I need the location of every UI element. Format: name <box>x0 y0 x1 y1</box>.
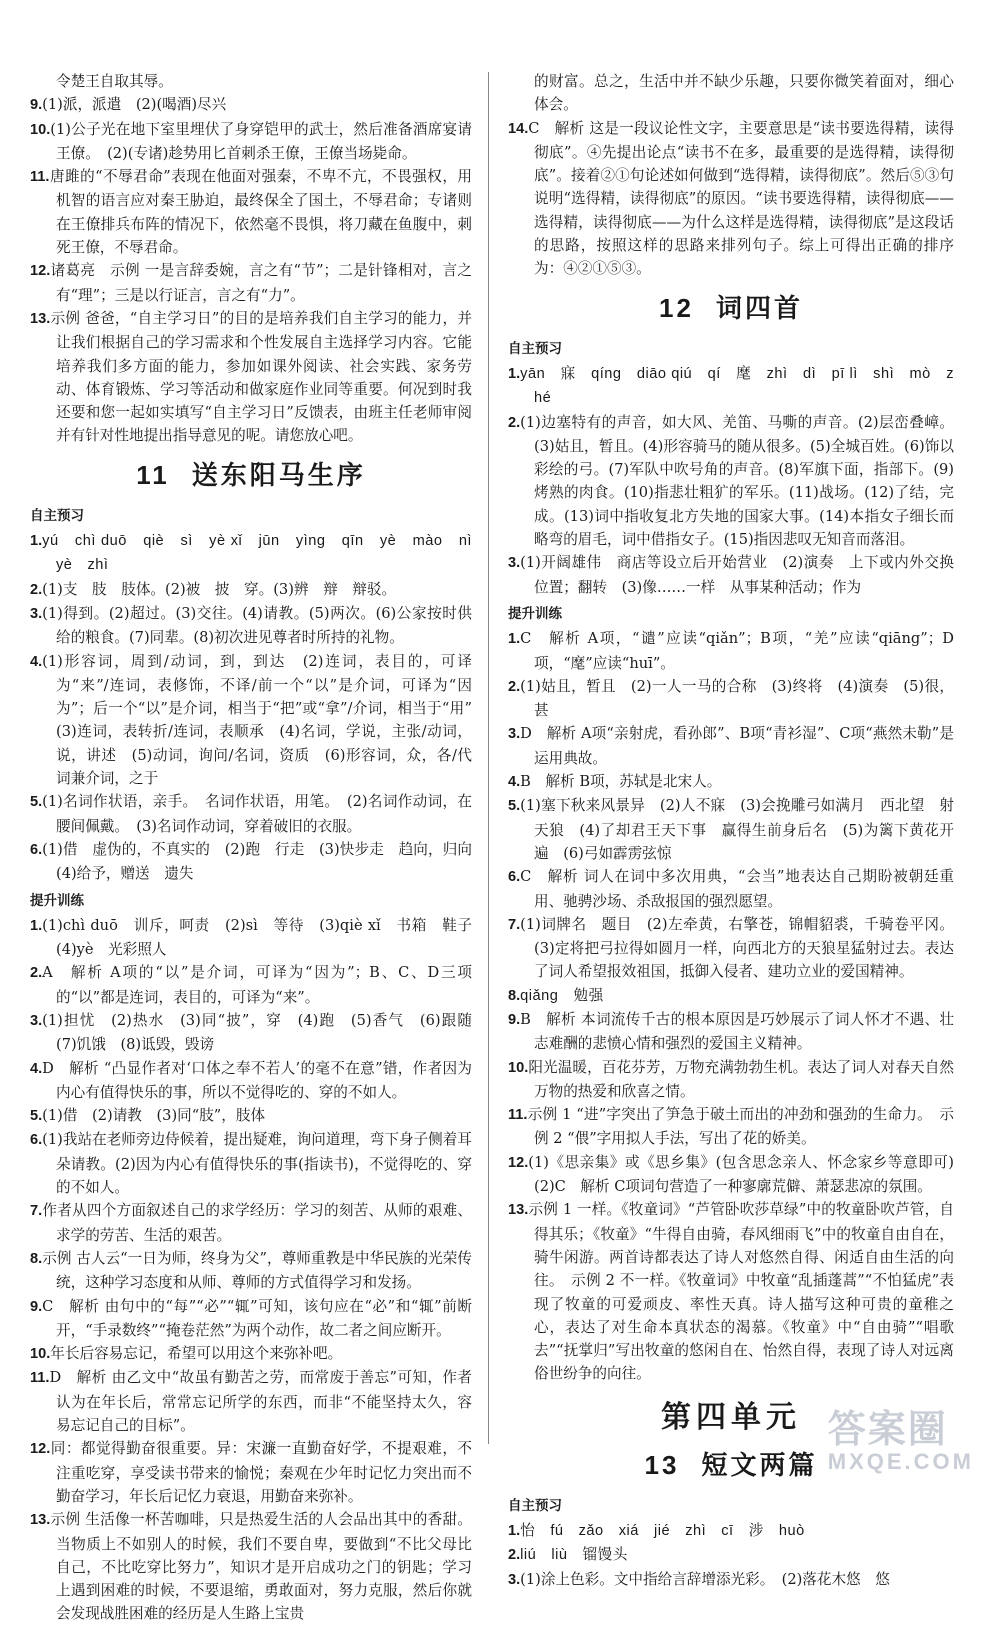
answer-text: C 解析 这是一段议论性文字，主要意思是“读书要选得精，读得彻底”。④先提出论点“读书不在多，最重要的是选得精，读得彻底”。接着②①句论述如何做到“选得精，读得彻底”。然后⑤③句说明“选得精，读得彻底”的原因。“读书要选得精，读得彻底——选得精，读得彻底——为什么这样是选得精，读得彻底”是这段话的思路，按照这样的思路来排列句子。综上可得出正确的排序为：④②①⑤③。 <box>528 119 954 278</box>
answer-text: qiǎng 勉强 <box>520 987 604 1004</box>
answer-number: 10. <box>508 1059 529 1076</box>
answer-text: 怡 fú zǎo xiá jié zhì cī 涉 huò <box>520 1523 805 1540</box>
answer-item <box>508 1056 954 1104</box>
answer-item <box>508 722 954 770</box>
answer-item <box>30 1128 472 1199</box>
answer-text: D 解析 由乙文中“故虽有勤苦之劳，而常废于善忘”可知，作者认为在年长后，常常忘记所学的东西，而非“不能坚持太久，容易忘记自己的目标”。 <box>49 1369 472 1435</box>
answer-text: (1)得到。(2)超过。(3)交往。(4)请教。(5)两次。(6)公家按时供给的粮食。(7)同辈。(8)初次进见尊者时所持的礼物。 <box>42 604 472 647</box>
answer-item <box>30 1508 472 1625</box>
answer-item <box>508 117 954 281</box>
answer-text: 诸葛亮 示例 一是言辞委婉，言之有“节”；二是针锋相对，言之有“理”；三是以行证言，言之有“力”。 <box>50 262 472 304</box>
answer-item <box>30 529 488 578</box>
answer-item <box>508 1543 954 1567</box>
lesson-name: 送东阳马生序 <box>191 460 366 491</box>
answer-text: yú chì duō qiè sì yè xǐ jūn yìng qīn yè mào nì yè zhì <box>42 533 488 574</box>
answer-number: 11. <box>508 1107 528 1124</box>
answer-item <box>508 770 954 794</box>
answer-item <box>508 913 954 984</box>
answer-item <box>30 961 472 1009</box>
answer-item <box>508 411 954 552</box>
answer-number: 2. <box>508 678 521 695</box>
answer-number: 2. <box>30 965 43 982</box>
answer-number: 4. <box>508 774 521 791</box>
answer-item <box>508 1103 954 1151</box>
answer-text: (1)担忧 (2)热水 (3)同“披”，穿 (4)跑 (5)香气 (6)跟随 (7)饥饿 (8)诋毁，毁谤 <box>42 1011 487 1054</box>
answer-number: 1. <box>30 917 43 934</box>
answer-text: 令楚王自取其辱。 <box>56 73 173 90</box>
lesson-number: 13 <box>644 1449 680 1480</box>
answer-number: 1. <box>30 533 43 550</box>
section-heading: 自主预习 <box>508 1497 562 1514</box>
answer-text: 示例 1 一样。《牧童词》“芦管卧吹莎草绿”中的牧童卧吹芦管，自得其乐；《牧童》“牛得自由骑，春风细雨飞”中的牧童自由自在，骑牛闲游。两首诗都表达了诗人对悠然自得、闲适自由生活的向往。 示例 2 不一样。《牧童词》中牧童“乱插蓬蒿”“不怕猛虎”表现了牧童的可爱顽皮、率性天真。诗人描写这种可贵的童稚之心，表达了对生命本真状态的渴慕。《牧童》中“自由骑”“唱歌去”“抚掌归”写出牧童的悠闲自在、怡然自得，表现了诗人对远离俗世纷争的向往。 <box>528 1201 954 1383</box>
answer-number: 11. <box>30 1370 50 1387</box>
answer-item <box>30 1199 472 1247</box>
answer-item <box>508 794 954 865</box>
answer-number: 2. <box>508 1547 521 1564</box>
answer-number: 8. <box>30 1250 43 1267</box>
answer-number: 1. <box>508 365 521 382</box>
answer-number: 7. <box>508 916 521 933</box>
answer-item <box>508 627 954 675</box>
answer-text: (1)我站在老师旁边侍候着，提出疑难，询问道理，弯下身子侧着耳朵请教。(2)因为内心有值得快乐的事(指读书)，不觉得吃的、穿的不如人。 <box>42 1131 472 1197</box>
answer-text: (1)chì duō 训斥，呵责 (2)sì 等待 (3)qiè xǐ 书箱 鞋子 (4)yè 光彩照人 <box>42 916 487 959</box>
watermark-main: 答案圈 <box>827 1409 948 1451</box>
column-divider <box>488 72 489 1444</box>
answer-text: (1)派，派遣 (2)(喝酒)尽兴 <box>42 96 227 114</box>
answer-item <box>30 650 487 791</box>
answer-number: 6. <box>30 841 43 858</box>
answer-item <box>508 865 954 913</box>
section-heading: 自主预习 <box>30 507 84 524</box>
answer-number: 5. <box>30 794 43 811</box>
section-heading: 提升训练 <box>508 605 562 622</box>
answer-text: 示例 爸爸，“自主学习日”的目的是培养我们自主学习的能力，并让我们根据自己的学习需求和个性发展自主选择学习内容。它能培养我们多方面的能力，参加如课外阅读、社会实践、家务劳动、体育锻炼、学习等活动和做家庭作业同等重要。何况到时我还要和您一起如实填写“自主学习日”反馈表，由班主任老师审阅并有针对性地提出指导意见的呢。请您放心吧。 <box>50 309 472 445</box>
left-column <box>30 70 488 1626</box>
answer-number: 3. <box>508 726 521 743</box>
answer-item <box>30 1342 472 1366</box>
right-column <box>508 70 969 1592</box>
answer-text: (1)借 (2)请教 (3)同“肢”，肢体 <box>42 1107 266 1125</box>
answer-item <box>30 259 472 307</box>
answer-text: 示例 古人云“一日为师，终身为父”，尊师重教是中华民族的光荣传统，这种学习态度和从师、尊师的方式值得学习和发扬。 <box>42 1249 472 1292</box>
answer-continuation <box>508 70 954 117</box>
answer-text: 年长后容易忘记，希望可以用这个来弥补吧。 <box>50 1345 343 1363</box>
answer-text: (1)涂上色彩。文中指给言辞增添光彩。 (2)落花木悠 悠 <box>520 1570 890 1588</box>
answer-text: B 解析 本词流传千古的根本原因是巧妙展示了词人怀才不遇、壮志难酬的悲愤心情和强烈的爱国主义精神。 <box>520 1010 954 1053</box>
answer-number: 10. <box>30 121 51 138</box>
answer-text: (1)边塞特有的声音，如大风、羌笛、马嘶的声音。(2)层峦叠嶂。(3)姑且，暂且。(4)形容骑马的随从很多。(5)全城百姓。(6)饰以彩绘的弓。(7)军队中吹号角的声音。(8)军旗下面，指部下。(9)烤熟的肉食。(10)指悲壮粗犷的军乐。(11)战场。(12)了结，完成。(13)词中指收复北方失地的国家大事。(14)本指女子细长而略弯的眉毛，词中借指女子。(15)指因悲叹无知音而落泪。 <box>520 413 954 549</box>
answer-item <box>508 1008 954 1056</box>
answer-number: 2. <box>30 581 43 598</box>
answer-text: yān 寐 qíng diāo qiú qí 麾 zhì dì pī lì shì mò zhé <box>520 365 954 407</box>
answer-item <box>30 118 472 166</box>
answer-text: D 解析 A项“亲射虎，看孙郎”、B项“青衫湿”、C项“燕然未勒”是运用典故。 <box>520 725 954 767</box>
lesson-title <box>30 458 472 493</box>
answer-item <box>30 914 487 962</box>
answer-item <box>508 362 954 411</box>
watermark-logo <box>828 1398 974 1475</box>
answer-number: 3. <box>30 1012 43 1029</box>
answer-item <box>30 1437 472 1508</box>
answer-text: 作者从四个方面叙述自己的求学经历：学习的刻苦、从师的艰难、求学的劳苦、生活的艰苦。 <box>42 1202 472 1244</box>
answer-number: 5. <box>30 1108 43 1125</box>
answer-number: 3. <box>30 605 43 622</box>
answer-number: 1. <box>508 1523 521 1540</box>
answer-number: 11. <box>30 169 50 186</box>
answer-text: (1)借 虚伪的，不真实的 (2)跑 行走 (3)快步走 趋向，归向 (4)给予，赠送 遗失 <box>42 840 487 883</box>
answer-text: A 解析 A项的“以”是介词，可译为“因为”；B、C、D三项的“以”都是连词，表目的，可译为“来”。 <box>42 964 472 1006</box>
answer-continuation <box>30 70 472 93</box>
answer-item <box>508 1198 954 1385</box>
answer-number: 14. <box>508 120 529 137</box>
answer-item <box>30 602 472 650</box>
answer-number: 10. <box>30 1346 51 1363</box>
answer-number: 12. <box>508 1154 529 1171</box>
answer-item <box>30 1057 472 1105</box>
answer-text: (1)名词作状语，亲手。 名词作状语，用笔。 (2)名词作动词，在腰间佩戴。 (3)名词作动词，穿着破旧的衣服。 <box>42 793 472 835</box>
answer-text: 阳光温暖，百花芬芳，万物充满勃勃生机。表达了词人对春天自然万物的热爱和欣喜之情。 <box>528 1058 954 1100</box>
answer-number: 3. <box>508 555 521 572</box>
answer-item <box>508 984 954 1008</box>
answer-item <box>30 578 472 602</box>
answer-number: 8. <box>508 987 521 1004</box>
lesson-title <box>508 291 954 326</box>
answer-number: 2. <box>508 414 521 431</box>
answer-item <box>508 1151 969 1199</box>
answer-number: 12. <box>30 1441 51 1458</box>
answer-text: B 解析 B项，苏轼是北宋人。 <box>520 773 722 791</box>
answer-item <box>30 165 472 259</box>
answer-number: 13. <box>30 310 51 327</box>
answer-number: 13. <box>30 1512 51 1529</box>
watermark-url: MXQE.COM <box>827 1449 974 1474</box>
answer-number: 4. <box>30 653 43 670</box>
answer-text: C 解析 A项，“谴”应读“qiǎn”；B项，“羌”应读“qiāng”；D项，“麾”应读“huī”。 <box>520 630 954 672</box>
answer-item <box>30 1104 472 1128</box>
section-heading: 提升训练 <box>30 892 84 909</box>
answer-item <box>508 1519 954 1543</box>
section-heading: 自主预习 <box>508 340 562 357</box>
lesson-number: 11 <box>136 459 170 490</box>
answer-number: 9. <box>508 1011 521 1028</box>
answer-number: 13. <box>508 1202 529 1219</box>
answer-number: 3. <box>508 1571 521 1588</box>
answer-item <box>508 1568 954 1592</box>
answer-text: (1)形容词，周到/动词，到，到达 (2)连词，表目的，可译为“来”/连词，表修饰，不译/前一个“以”是介词，可译为“因为”；后一个“以”是介词，相当于“把”或“拿”/介词，相当于“用” (3)连词，表转折/连词，表顺承 (4)名词，学说，主张/动词，说，讲述 (5)动词，询问/名词，资质 (6)形容词，众，各/代词兼介词，之于 <box>42 652 487 788</box>
answer-text: 的财富。总之，生活中并不缺少乐趣，只要你微笑着面对，细心体会。 <box>534 73 954 114</box>
answer-text: 示例 生活像一杯苦咖啡，只是热爱生活的人会品出其中的香甜。当物质上不如别人的时候，我们不要自卑，要做到“不比父母比自己，不比吃穿比努力”，知识才是开启成功之门的钥匙；学习上遇到困难的时候，不要退缩，勇敢面对，努力克服，然后你就会发现战胜困难的经历是人生路上宝贵 <box>50 1511 472 1623</box>
answer-number: 6. <box>30 1132 43 1149</box>
answer-item <box>30 93 472 117</box>
answer-number: 12. <box>30 263 51 280</box>
answer-text: D 解析 “凸显作者对‘口体之奉不若人’的毫不在意”错，作者因为内心有值得快乐的事，所以不觉得吃的、穿的不如人。 <box>42 1059 472 1101</box>
answer-item <box>30 1366 472 1437</box>
answer-number: 9. <box>30 97 43 114</box>
answer-text: (1)公子光在地下室里埋伏了身穿铠甲的武士，然后准备酒席宴请王僚。 (2)(专诸)趁势用匕首刺杀王僚，王僚当场毙命。 <box>50 120 472 162</box>
answer-text: 同：都觉得勤奋很重要。异：宋濂一直勤奋好学，不提艰难，不注重吃穿，享受读书带来的愉悦；秦观在少年时记忆力突出而不勤奋学习，年长后记忆力衰退，用勤奋来弥补。 <box>50 1440 472 1505</box>
answer-item <box>30 1009 487 1057</box>
answer-item <box>30 838 487 886</box>
answer-item <box>30 790 472 838</box>
answer-item <box>508 551 954 599</box>
answer-item <box>30 1247 472 1295</box>
answer-number: 4. <box>30 1060 43 1077</box>
answer-item <box>30 1295 472 1343</box>
answer-number: 5. <box>508 798 521 815</box>
answer-text: (1)支 肢 肢体。(2)被 披 穿。(3)辨 辩 辩驳。 <box>42 580 397 598</box>
answer-text: C 解析 词人在词中多次用典，“会当”地表达自己期盼被朝廷重用、驰骋沙场、杀敌报国的强烈愿望。 <box>520 868 954 910</box>
answer-text: C 解析 由句中的“每”“必”“辄”可知，该句应在“必”和“辄”前断开，“手录数终”“掩卷茫然”为两个动作，故二者之间应断开。 <box>42 1297 472 1339</box>
lesson-name: 短文两篇 <box>701 1450 818 1481</box>
unit-title: 第四单元 <box>661 1399 801 1435</box>
lesson-number: 12 <box>659 292 694 323</box>
answer-text: 唐雎的“不辱君命”表现在他面对强秦，不卑不亢，不畏强权，用机智的语言应对秦王胁迫，最终保全了国土，不辱君命；专诸则在王僚排兵布阵的情况下，依然毫不畏惧，将刀藏在鱼腹中，刺死王僚，不辱君命。 <box>49 168 472 257</box>
answer-item <box>30 307 472 448</box>
answer-number: 7. <box>30 1203 43 1220</box>
lesson-name: 词四首 <box>715 293 803 324</box>
answer-text: (1)词牌名 题目 (2)左牵黄，右擎苍，锦帽貂裘，千骑卷平冈。(3)定将把弓拉得如圆月一样，向西北方的天狼星猛射过去。表达了词人希望报效祖国，抵御入侵者、建功立业的爱国精神。 <box>520 915 954 981</box>
answer-number: 9. <box>30 1298 43 1315</box>
answer-text: (1)塞下秋来风景异 (2)人不寐 (3)会挽雕弓如满月 西北望 射天狼 (4)了却君王天下事 赢得生前身后名 (5)为篱下黄花开遍 (6)弓如霹雳弦惊 <box>520 797 954 862</box>
answer-number: 1. <box>508 631 521 648</box>
answer-item <box>508 675 954 723</box>
answer-text: (1)《思亲集》或《思乡集》(包含思念亲人、怀念家乡等意即可) (2)C 解析 C项词句营造了一种寥廓荒僻、萧瑟悲凉的氛围。 <box>528 1153 969 1196</box>
answer-text: (1)开阔雄伟 商店等设立后开始营业 (2)演奏 上下或内外交换位置；翻转 (3)像……一样 从事某种活动；作为 <box>520 554 954 596</box>
answer-text: liú liù 镏馒头 <box>520 1547 628 1564</box>
answer-text: (1)姑且，暂且 (2)一人一马的合称 (3)终将 (4)演奏 (5)很，甚 <box>520 677 954 720</box>
answer-text: 示例 1 “进”字突出了笋急于破土而出的冲劲和强劲的生命力。 示例 2 “偎”字用拟人手法，写出了花的娇美。 <box>527 1106 954 1148</box>
answer-number: 6. <box>508 869 521 886</box>
